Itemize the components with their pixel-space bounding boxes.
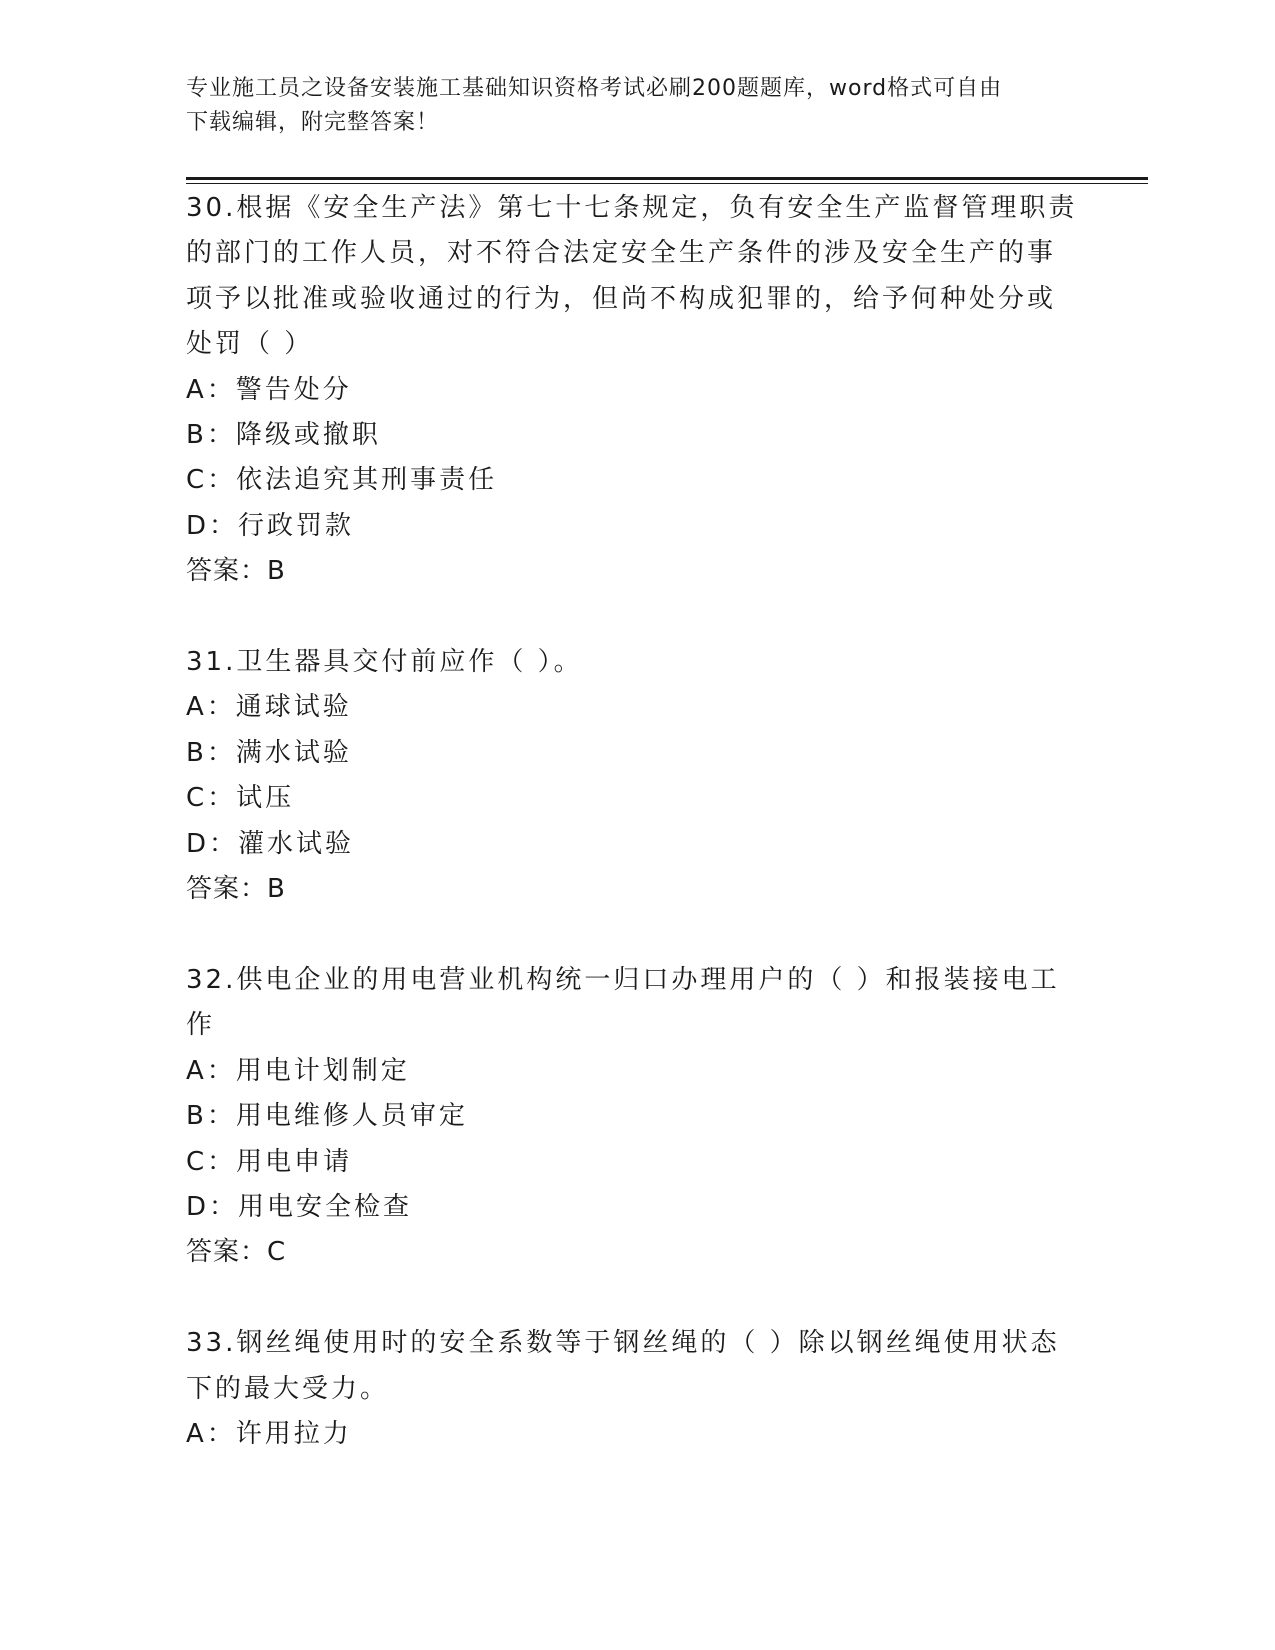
question-stem-line: 作 [186,1010,216,1041]
header-line-1: 专业施工员之设备安装施工基础知识资格考试必刷200题题库，word格式可自由 [186,76,1003,101]
option-d: D：行政罚款 [186,510,355,541]
header-line-2: 下载编辑，附完整答案！ [186,110,440,135]
question-stem-line: 项予以批准或验收通过的行为，但尚不构成犯罪的，给予何种处分或 [186,283,1057,314]
option-c: C：依法追究其刑事责任 [186,465,498,496]
question-stem-line: 的部门的工作人员，对不符合法定安全生产条件的涉及安全生产的事 [186,238,1057,269]
question-stem-line: 32.供电企业的用电营业机构统一归口办理用户的（ ）和报装接电工 [186,964,1060,995]
option-a: A：用电计划制定 [186,1055,410,1086]
question-stem-line: 33.钢丝绳使用时的安全系数等于钢丝绳的（ ）除以钢丝绳使用状态 [186,1328,1060,1359]
option-a: A：许用拉力 [186,1418,352,1449]
spacer [186,595,1086,640]
question-stem-line: 下的最大受力。 [186,1373,390,1404]
header-divider-thin [186,183,1148,184]
header-divider-thick [186,177,1148,180]
question-stem-line: 处罚（ ） [186,329,314,360]
answer: 答案：B [186,874,286,905]
question-30 [186,186,1086,595]
spacer [186,912,1086,957]
question-33 [186,1321,1086,1457]
option-b: B：降级或撤职 [186,420,381,451]
question-list [186,186,1086,1457]
option-c: C：试压 [186,783,295,814]
option-c: C：用电申请 [186,1146,353,1177]
spacer [186,1276,1086,1321]
option-d: D：灌水试验 [186,828,355,859]
question-stem-line: 31.卫生器具交付前应作（ ）。 [186,647,583,678]
question-31 [186,640,1086,912]
option-d: D：用电安全检查 [186,1191,413,1222]
option-a: A：通球试验 [186,692,352,723]
answer: 答案：B [186,556,286,587]
option-b: B：满水试验 [186,737,352,768]
answer: 答案：C [186,1237,287,1268]
question-stem-line: 30.根据《安全生产法》第七十七条规定，负有安全生产监督管理职责 [186,193,1078,223]
option-a: A：警告处分 [186,374,352,405]
document-header [186,72,1066,140]
option-b: B：用电维修人员审定 [186,1101,468,1132]
question-32 [186,958,1086,1276]
